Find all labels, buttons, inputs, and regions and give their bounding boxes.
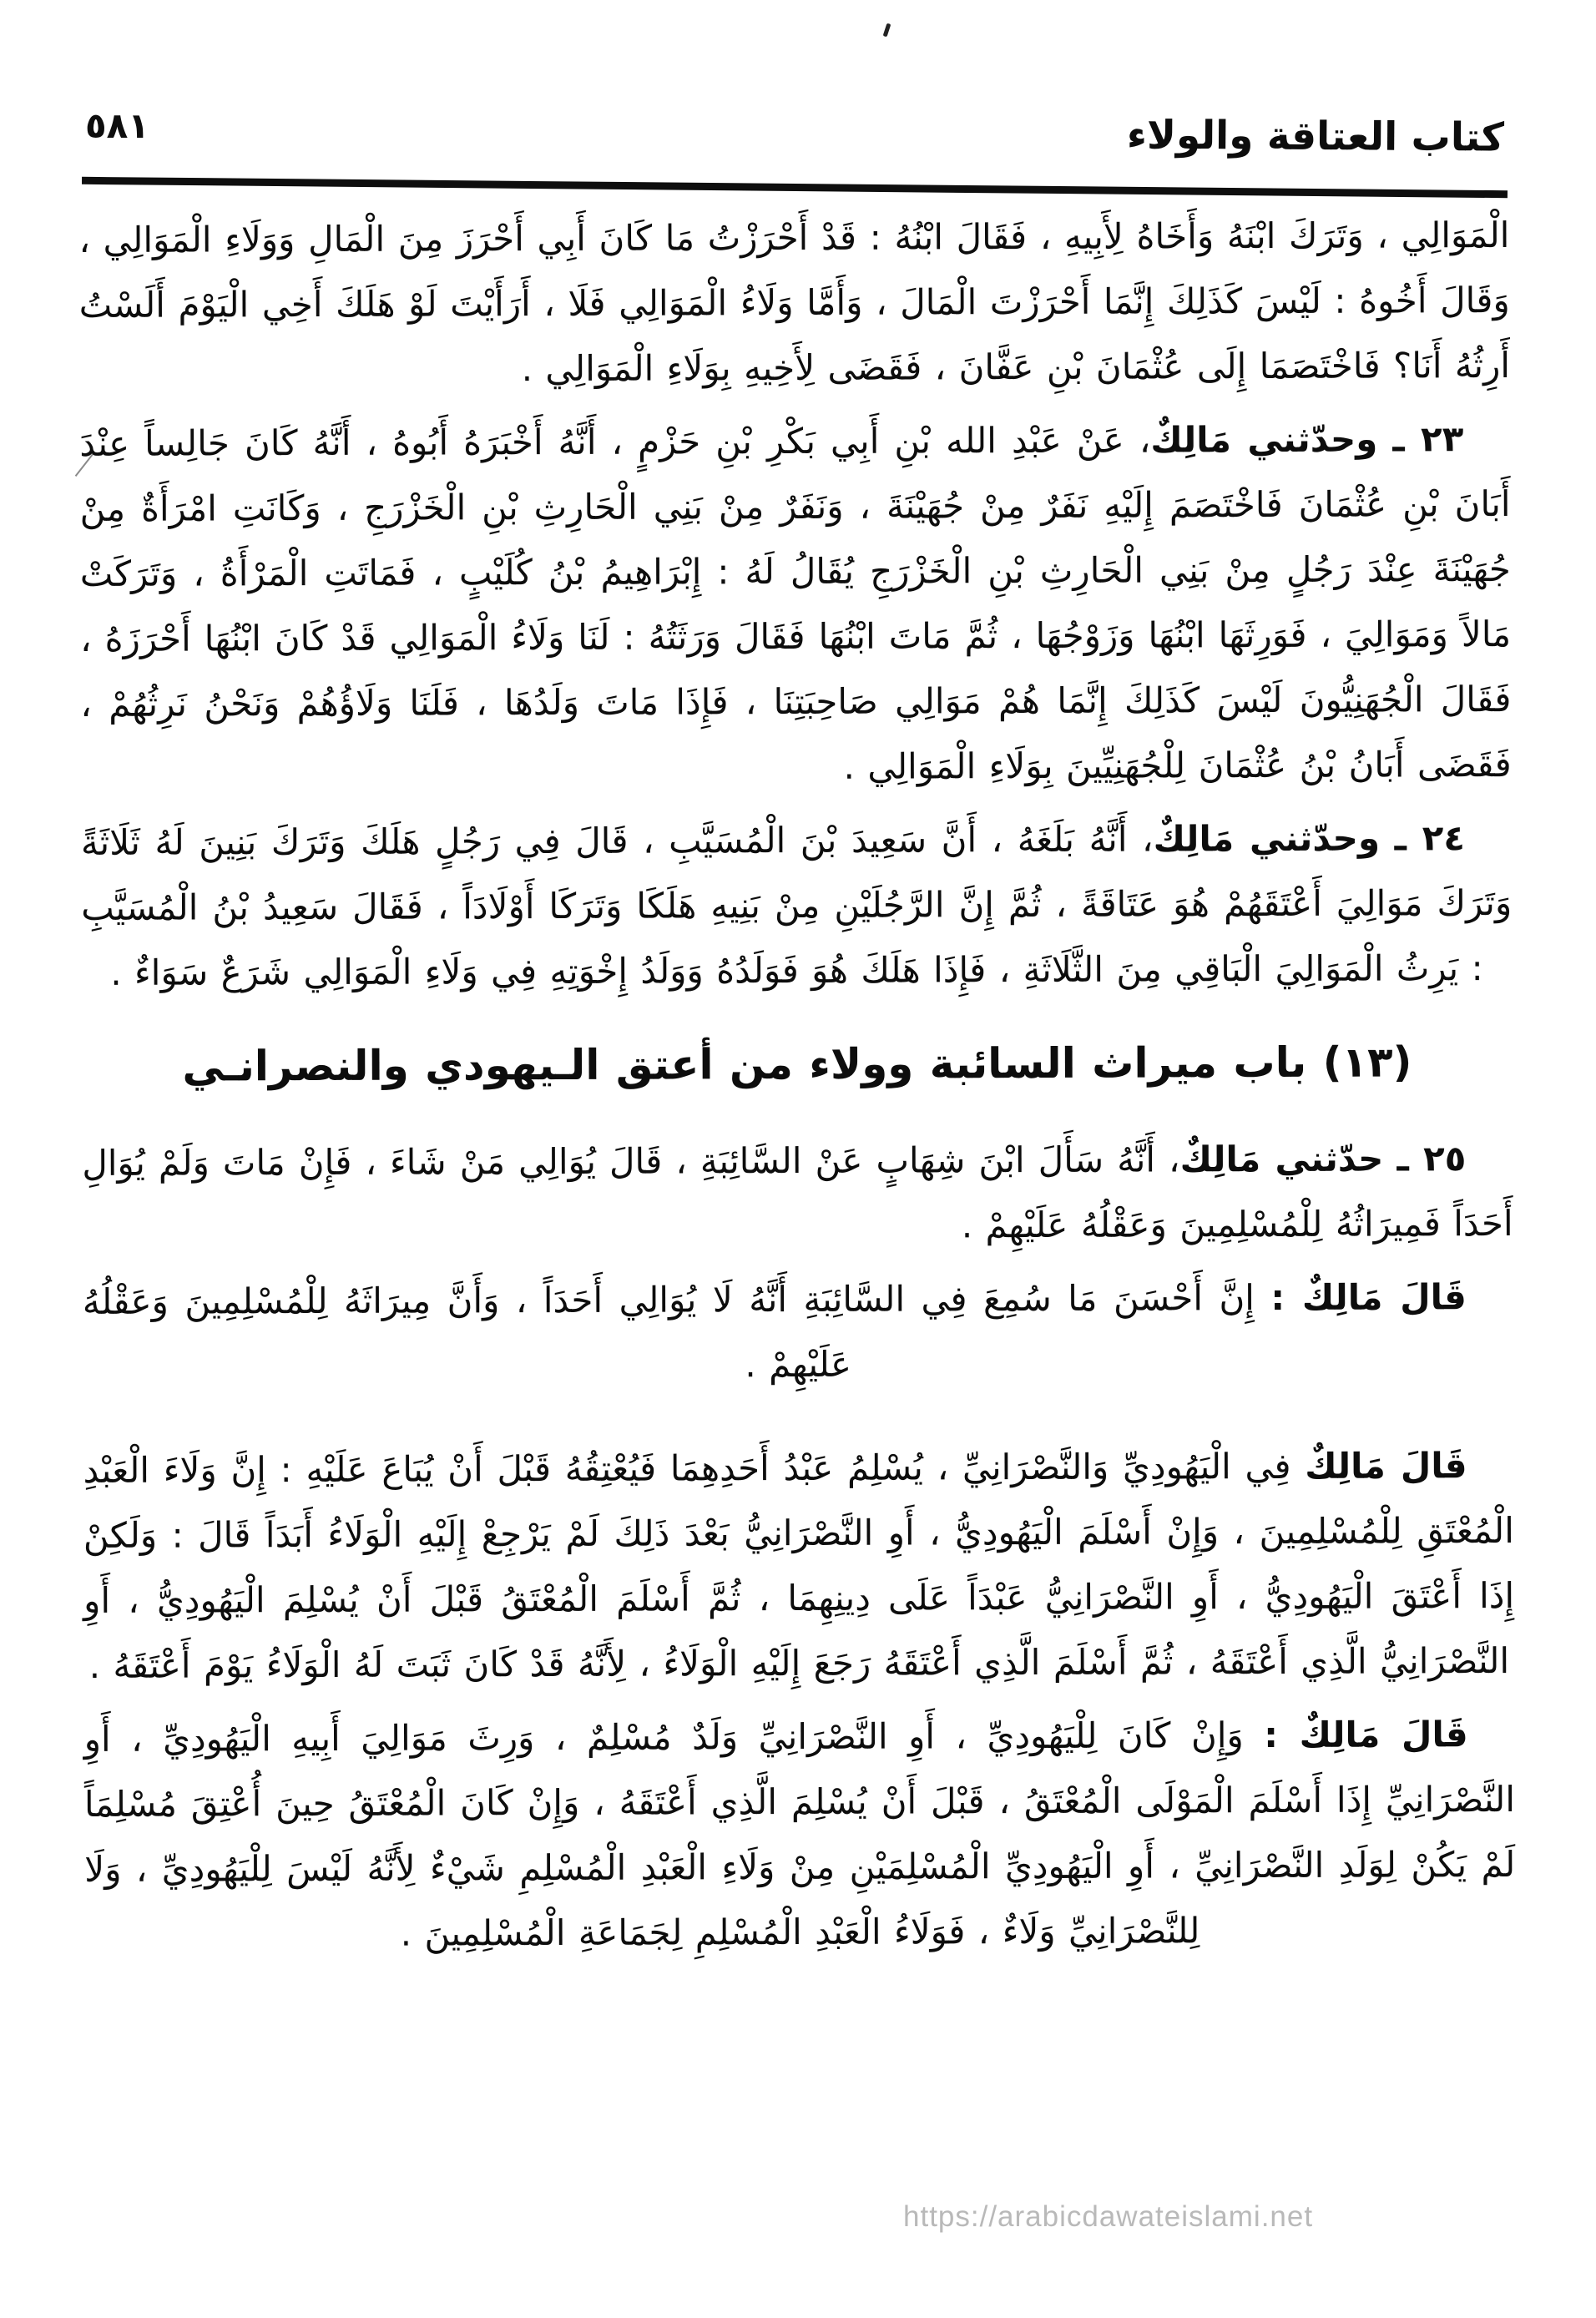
paragraph-text: وَإِنْ كَانَ لِلْيَهُودِيِّ ، أَوِ النَّصْرَانِيِّ وَلَدٌ مُسْلِمٌ ، وَرِثَ مَوَالِيَ أَبِيهِ الْيَهُودِيِّ ، أَوِ النَّصْرَانِيِّ إِذَا أَسْلَمَ الْمَوْلَى الْمُعْتَقُ ، قَبْلَ أَنْ يُسْلِمَ الَّذِي أَعْتَقَهُ ، وَإِنْ كَانَ الْمُعْتَقُ حِينَ أُعْتِقَ مُسْلِمَاً لَمْ يَكُنْ لِوَلَدِ النَّصْرَانِيِّ ، أَوِ الْيَهُودِيِّ الْمُسْلِمَيْنِ مِنْ وَلَاءِ الْعَبْدِ الْمُسْلِمِ شَيْءٌ لِأَنَّهُ لَيْسَ لِلْيَهُودِيِّ ، وَلَا لِلنَّصْرَانِيِّ وَلَاءٌ ، فَوَلَاءُ الْعَبْدِ الْمُسْلِمِ لِجَمَاعَةِ الْمُسْلِمِينَ . [83, 1715, 1516, 1954]
speaker-lead: قَالَ مَالِكٌ [1305, 1445, 1467, 1487]
hadith-text: ، أَنَّهُ بَلَغَهُ ، أَنَّ سَعِيدَ بْنَ الْمُسَيَّبِ ، قَالَ فِي رَجُلٍ هَلَكَ وَتَرَكَ بَنِينَ لَهُ ثَلَاثَةً وَتَرَكَ مَوَالِيَ أَعْتَقَهُمْ هُوَ عَتَاقَةً ، ثُمَّ إِنَّ الرَّجُلَيْنِ مِنْ بَنِيهِ هَلَكَا وَتَرَكَا أَوْلَادَاً ، فَقَالَ سَعِيدُ بْنُ الْمُسَيَّبِ : يَرِثُ الْمَوَالِيَ الْبَاقِي مِنَ الثَّلَاثَةِ ، فَإِذَا هَلَكَ هُوَ فَوَلَدُهُ وَوَلَدُ إِخْوَتِهِ فِي وَلَاءِ الْمَوَالِي شَرَعٌ سَوَاءٌ . [80, 818, 1513, 993]
hadith-number: ٢٣ ـ [1392, 418, 1464, 460]
paragraph-continuation [78, 203, 1510, 403]
header-rule [82, 177, 1508, 198]
narrator-name: وحدّثني مَالِكٌ [1153, 817, 1381, 860]
speaker-lead: قَالَ مَالِكٌ : [1270, 1276, 1467, 1319]
hadith-number: ٢٤ ـ [1394, 817, 1466, 859]
narrator-name: وحدّثني مَالِكٌ [1150, 418, 1378, 461]
qala-malik-paragraph-1 [83, 1265, 1514, 1400]
narrator-name: حدّثني مَالِكٌ [1179, 1138, 1384, 1180]
paragraph-text: فِي الْيَهُودِيِّ وَالنَّصْرَانِيِّ ، يُسْلِمُ عَبْدُ أَحَدِهِمَا فَيُعْتِقُهُ قَبْلَ أَنْ يُبَاعَ عَلَيْهِ : إِنَّ وَلَاءَ الْعَبْدِ الْمُعْتَقِ لِلْمُسْلِمِينَ ، وَإِنْ أَسْلَمَ الْيَهُودِيُّ ، أَوِ النَّصْرَانِيُّ بَعْدَ ذَلِكَ لَمْ يَرْجِعْ إِلَيْهِ الْوَلَاءُ أَبَدَاً قَالَ : وَلَكِنْ إِذَا أَعْتَقَ الْيَهُودِيُّ ، أَوِ النَّصْرَانِيُّ عَبْدَاً عَلَى دِينِهِمَا ، ثُمَّ أَسْلَمَ الْمُعْتَقُ قَبْلَ أَنْ يُسْلِمَ الْيَهُودِيُّ ، أَوِ النَّصْرَانِيُّ الَّذِي أَعْتَقَهُ ، ثُمَّ أَسْلَمَ الَّذِي أَعْتَقَهُ رَجَعَ إِلَيْهِ الْوَلَاءُ ، لِأَنَّهُ قَدْ كَانَ ثَبَتَ لَهُ الْوَلَاءُ يَوْمَ أَعْتَقَهُ . [83, 1445, 1515, 1686]
hadith-number: ٢٥ ـ [1396, 1138, 1467, 1179]
chapter-heading: (١٣) باب ميراث السائبة وولاء من أعتق الـيهودي والنصرانـي [182, 1038, 1412, 1091]
paragraph-text: إِنَّ أَحْسَنَ مَا سُمِعَ فِي السَّائِبَةِ أَنَّهُ لَا يُوَالِي أَحَدَاً ، وَأَنَّ مِيرَاثَهُ لِلْمُسْلِمِينَ وَعَقْلُهُ عَلَيْهِمْ . [82, 1277, 1255, 1386]
watermark-url: https://arabicdawateislami.net [903, 2200, 1314, 2233]
book-title: كتاب العتاقة والولاء [1126, 112, 1505, 161]
paragraph-text: الْمَوَالِي ، وَتَرَكَ ابْنَهُ وَأَخَاهُ لِأَبِيهِ ، فَقَالَ ابْنُهُ : قَدْ أَحْرَزْتُ مَا كَانَ أَبِي أَحْرَزَ مِنَ الْمَالِ وَوَلَاءِ الْمَوَالِي ، وَقَالَ أَخُوهُ : لَيْسَ كَذَلِكَ إِنَّمَا أَحْرَزْتَ الْمَالَ ، وَأَمَّا وَلَاءُ الْمَوَالِي فَلَا ، أَرَأَيْتَ لَوْ هَلَكَ أَخِي الْيَوْمَ أَلَسْتُ أَرِثُهُ أَنَا؟ فَاخْتَصَمَا إِلَى عُثْمَانَ بْنِ عَفَّانَ ، فَقَضَى لِأَخِيهِ بِوَلَاءِ الْمَوَالِي . [78, 215, 1511, 390]
hadith-text: ، عَنْ عَبْدِ الله بْنِ أَبِي بَكْرِ بْنِ حَزْمٍ ، أَنَّهُ أَخْبَرَهُ أَبُوهُ ، أَنَّهُ كَانَ جَالِساً عِنْدَ أَبَانَ بْنِ عُثْمَانَ فَاخْتَصَمَ إِلَيْهِ نَفَرٌ مِنْ جُهَيْنَةَ ، وَنَفَرٌ مِنْ بَنِي الْحَارِثِ بْنِ الْخَزْرَجِ ، وَكَانَتِ امْرَأَةٌ مِنْ جُهَيْنَةَ عِنْدَ رَجُلٍ مِنْ بَنِي الْحَارِثِ بْنِ الْخَزْرَجِ يُقَالُ لَهُ : إِبْرَاهِيمُ بْنُ كُلَيْبٍ ، فَمَاتَتِ الْمَرْأَةُ ، وَتَرَكَتْ مَالاً وَمَوَالِيَ ، فَوَرِثَهَا ابْنُهَا وَزَوْجُهَا ، ثُمَّ مَاتَ ابْنُهَا فَقَالَ وَرَثَتُهُ : لَنَا وَلَاءُ الْمَوَالِي قَدْ كَانَ ابْنُهَا أَحْرَزَهُ ، فَقَالَ الْجُهَنِيُّونَ لَيْسَ كَذَلِكَ إِنَّمَا هُمْ مَوَالِي صَاحِبَتِنَا ، فَإِذَا مَاتَ وَلَدُهَا ، فَلَنَا وَلَاؤُهُمْ وَنَحْنُ نَرِثُهُمْ ، فَقَضَى أَبَانُ بْنُ عُثْمَانَ لِلْجُهَنِيِّينَ بِوَلَاءِ الْمَوَالِي . [79, 419, 1512, 787]
scan-artifact [883, 23, 891, 38]
speaker-lead: قَالَ مَالِكٌ : [1264, 1714, 1468, 1756]
qala-malik-paragraph-3 [84, 1702, 1516, 1967]
qala-malik-paragraph-2 [83, 1433, 1514, 1699]
page-body [78, 203, 1515, 1976]
hadith-23 [79, 407, 1512, 802]
hadith-text: ، أَنَّهُ سَأَلَ ابْنَ شِهَابٍ عَنْ السَّائِبَةِ ، قَالَ يُوَالِي مَنْ شَاءَ ، فَإِنْ مَاتَ وَلَمْ يُوَالِ أَحَدَاً فَمِيرَاثُهُ لِلْمُسْلِمِينَ وَعَقْلُهُ عَلَيْهِمْ . [82, 1139, 1513, 1246]
hadith-25 [82, 1126, 1513, 1261]
page-number: ٥٨١ [85, 105, 149, 146]
hadith-24 [81, 805, 1513, 1006]
